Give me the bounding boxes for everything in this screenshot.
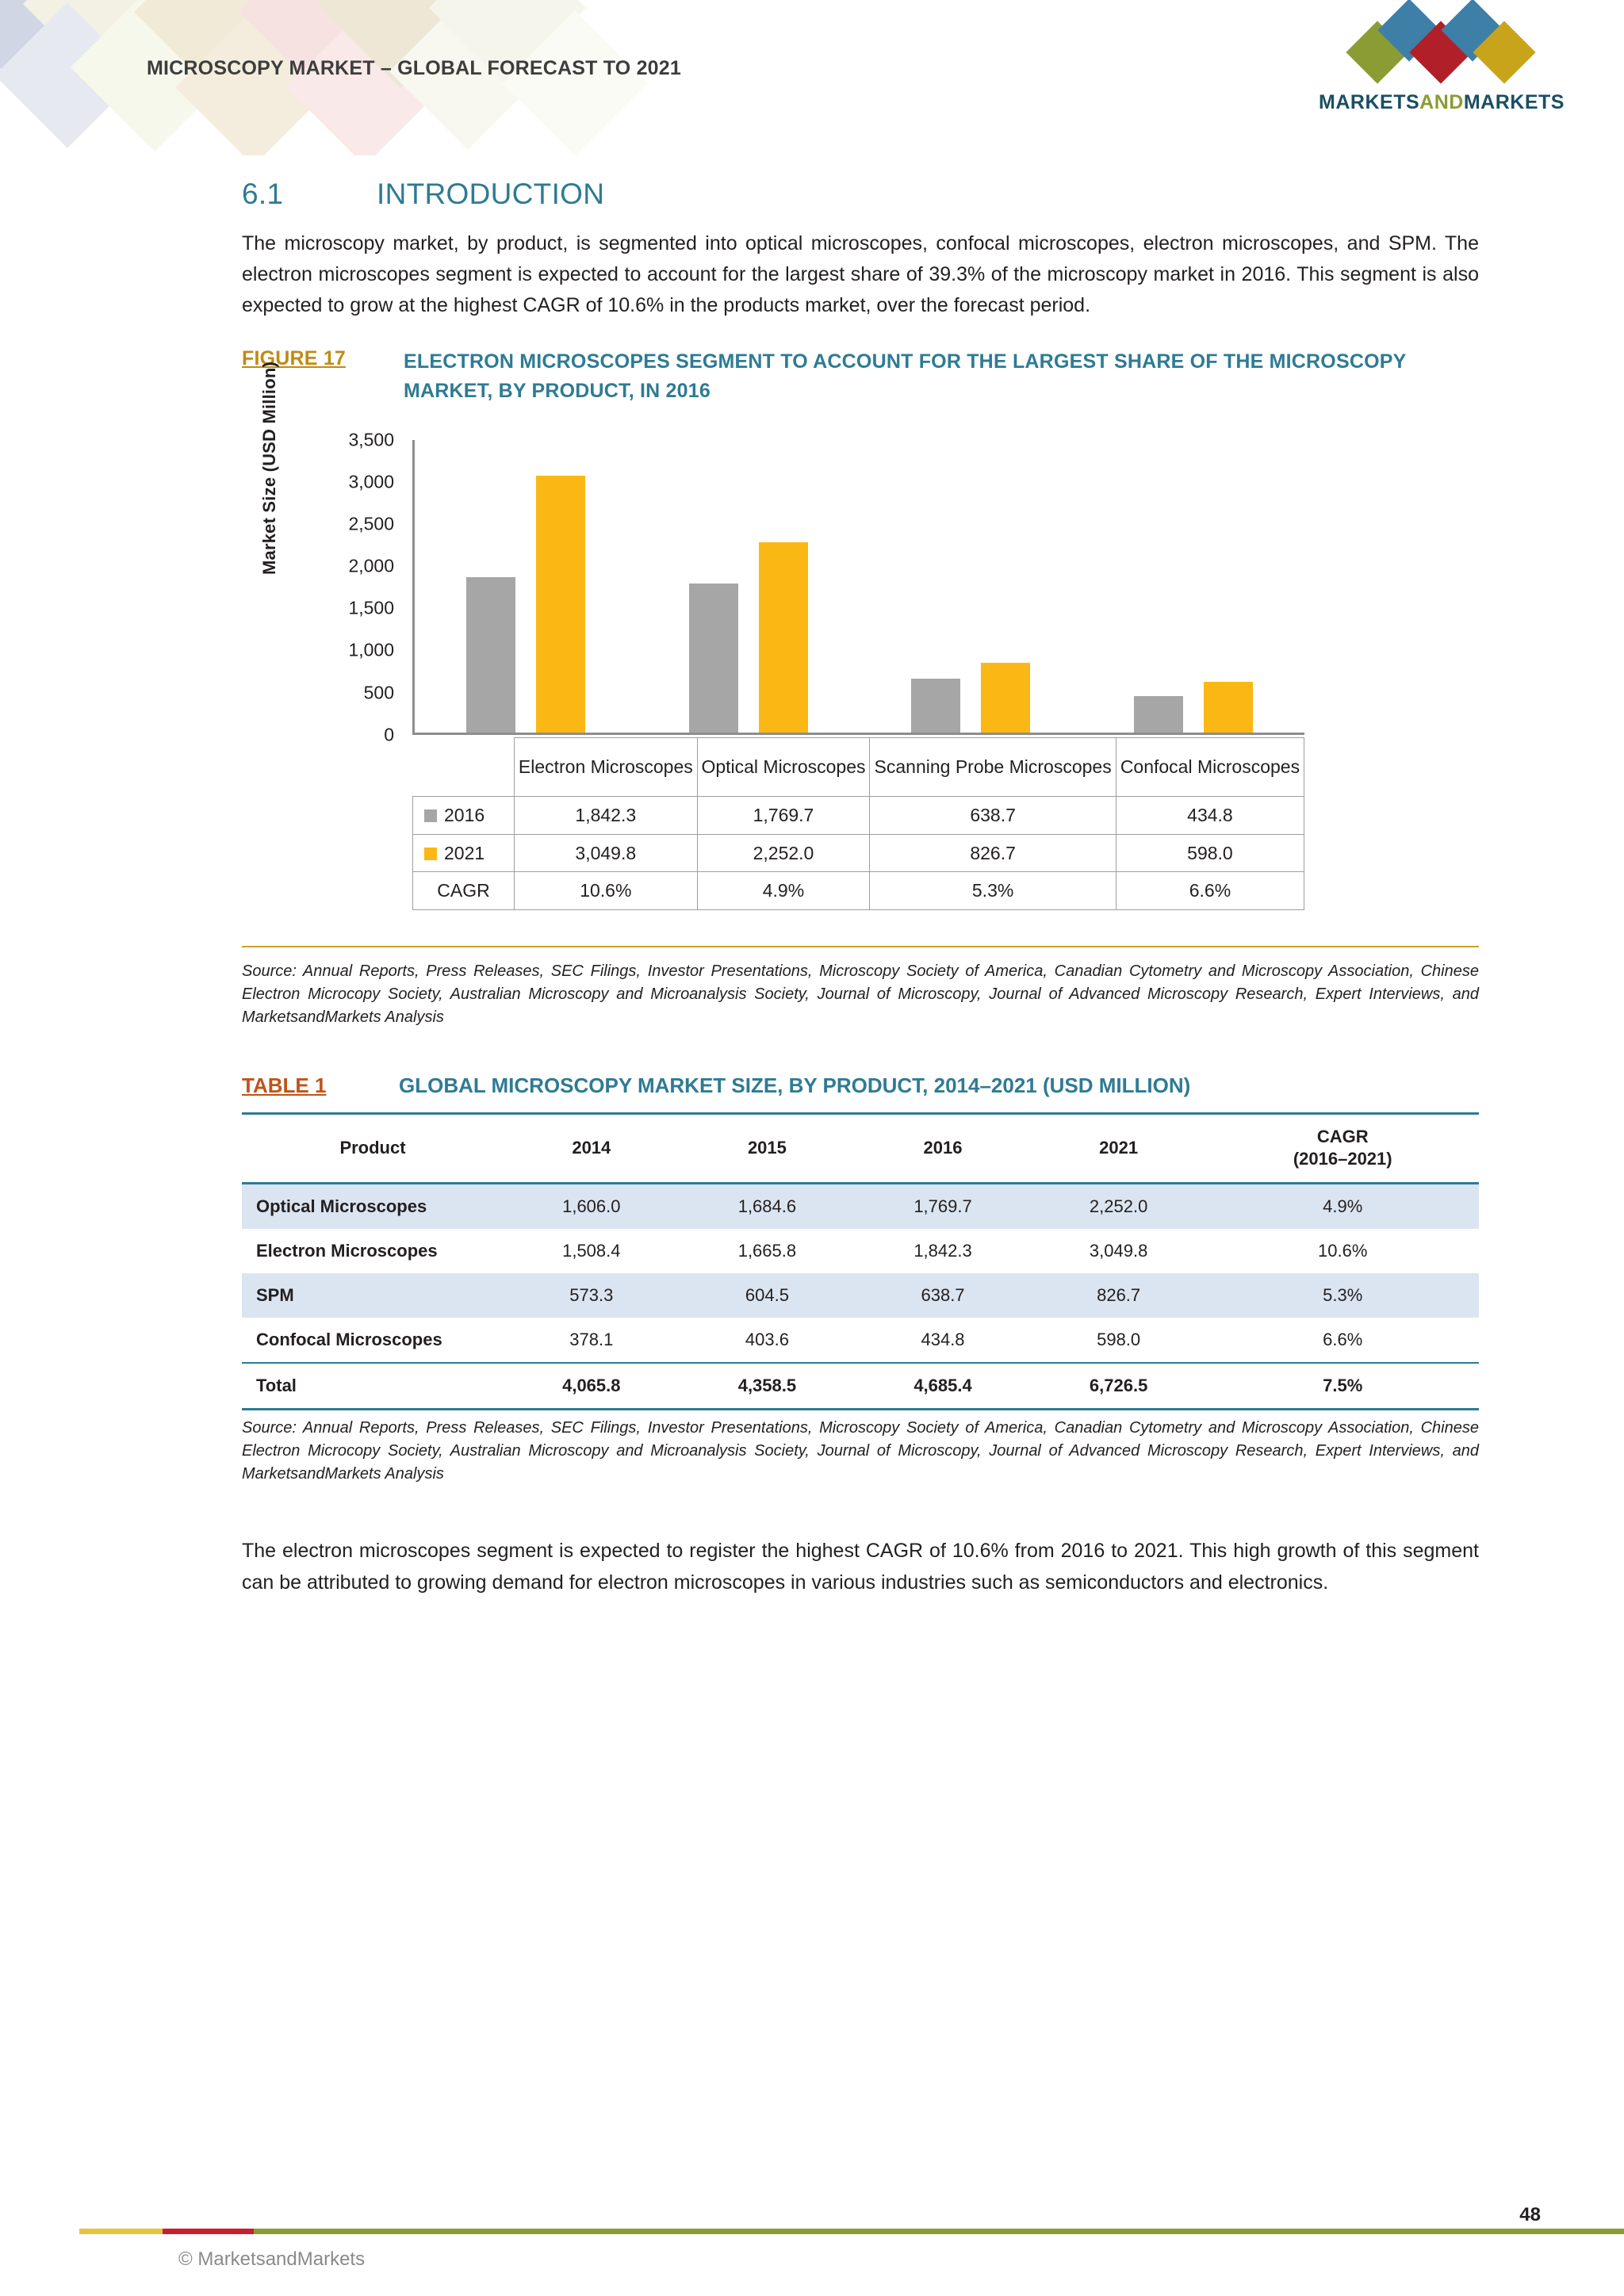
table-caption-text: GLOBAL MICROSCOPY MARKET SIZE, BY PRODUCT, 2014–2021 (USD MILLION) — [399, 1073, 1191, 1097]
legend-swatch-icon — [424, 848, 437, 860]
column-header-cagr — [1206, 1113, 1479, 1183]
legend-swatch-icon — [424, 809, 437, 822]
y-tick-2500: 2,500 — [348, 513, 394, 534]
y-tick-3500: 3,500 — [348, 429, 394, 450]
logo-wordmark — [1303, 91, 1580, 114]
chart-table-cagr-value: 5.3% — [870, 872, 1116, 910]
table-cell-value: 638.7 — [855, 1273, 1031, 1318]
chart-table-cagr-value: 4.9% — [697, 872, 870, 910]
table-cell-value: 434.8 — [921, 1329, 965, 1349]
table-cell-value: 1,684.6 — [680, 1183, 856, 1229]
table-cell-value: 4.9% — [1206, 1183, 1479, 1229]
chart-table-row-2021 — [413, 834, 1304, 872]
chart-table-category: Optical Microscopes — [697, 737, 870, 796]
figure-source-note: Source: Annual Reports, Press Releases, SEC Filings, Investor Presentations, Microscopy Society of America, Canadian Cytometry and Microscopy Association, Chinese Electron Microcopy Society, Australian Microscopy and Microanalysis Society, Journal of Microscopy, Journal of Advanced Microscopy Research, Expert Interviews, and MarketsandMarkets Analysis — [242, 962, 1479, 1026]
table-total-label: Total — [242, 1363, 504, 1410]
y-tick-0: 0 — [384, 724, 394, 745]
footer-copyright: © MarketsandMarkets — [178, 2248, 366, 2270]
table-cell-value: 3,049.8 — [1089, 1240, 1148, 1261]
figure-caption-text: ELECTRON MICROSCOPES SEGMENT TO ACCOUNT FOR THE LARGEST SHARE OF THE MICROSCOPY MARKET, BY PRODUCT, IN 2016 — [404, 350, 1407, 402]
chart-legend-2021 — [413, 834, 515, 872]
logo-text-mid: AND — [1419, 91, 1464, 113]
chart-table-cagr-value: 10.6% — [515, 872, 698, 910]
y-tick-3000: 3,000 — [348, 471, 394, 492]
y-tick-500: 500 — [363, 682, 394, 703]
bar-2016 — [466, 577, 515, 733]
chart-data-table — [412, 737, 1304, 910]
column-header-2021: 2021 — [1031, 1113, 1207, 1183]
chart-table-category: Confocal Microscopes — [1116, 737, 1304, 796]
figure-tag-label: FIGURE — [242, 347, 318, 370]
running-header-title: MICROSCOPY MARKET – GLOBAL FORECAST TO 2021 — [147, 57, 681, 79]
table-cell-value: 604.5 — [680, 1273, 856, 1318]
logo-text-left: MARKETS — [1319, 91, 1420, 113]
column-header-2014: 2014 — [504, 1113, 680, 1183]
intro-paragraph: The microscopy market, by product, is segmented into optical microscopes, confocal microscopes, electron microscopes, and SPM. The electron microscopes segment is expected to account for the largest share of 39.3% of the microscopy market in 2016. This segment is also expected to grow at the highest CAGR of 10.6% in the products market, over the forecast period. — [242, 232, 1479, 316]
table-cell-value: 378.1 — [569, 1329, 614, 1349]
page-body — [0, 178, 1624, 1598]
chart-table-value: 3,049.8 — [515, 834, 698, 872]
chart-table-value: 434.8 — [1116, 796, 1304, 834]
company-logo — [1303, 14, 1580, 125]
table-cell-value: 6.6% — [1323, 1329, 1363, 1349]
table-cell-value: 10.6% — [1318, 1240, 1368, 1261]
table-cell-value: 1,508.4 — [562, 1240, 621, 1261]
bar-group — [1082, 438, 1305, 733]
chart-table-value: 826.7 — [870, 834, 1116, 872]
chart-table-row-cagr — [413, 872, 1304, 910]
footer-color-bar — [0, 2229, 1624, 2234]
table-cell-value: 5.3% — [1206, 1273, 1479, 1318]
table-caption — [242, 1073, 1479, 1098]
table-total-value: 4,065.8 — [504, 1363, 680, 1410]
chart-table-corner-cell — [413, 737, 515, 796]
chart-table-cagr-label: CAGR — [413, 872, 515, 910]
table-header-row — [242, 1113, 1479, 1183]
column-header-cagr-line1: CAGR — [1316, 1126, 1369, 1146]
table-total-value: 7.5% — [1206, 1363, 1479, 1410]
chart-table-value: 638.7 — [870, 796, 1116, 834]
table-cell-value: 573.3 — [504, 1273, 680, 1318]
chart-y-axis-label: Market Size (USD Million) — [259, 361, 279, 575]
table-cell-product: Optical Microscopes — [242, 1183, 504, 1229]
y-tick-1500: 1,500 — [348, 597, 394, 618]
closing-paragraph: The electron microscopes segment is expected to register the highest CAGR of 10.6% from 2016 to 2021. This high growth of this segment can be attributed to growing demand for electron microscopes in various industries such as semiconductors and electronics. — [242, 1539, 1479, 1594]
content-column — [242, 178, 1479, 1598]
column-header-product: Product — [242, 1113, 504, 1183]
market-size-table — [242, 1112, 1479, 1410]
table-cell-value: 1,769.7 — [855, 1183, 1031, 1229]
chart-table-category: Scanning Probe Microscopes — [870, 737, 1116, 796]
table-tag-number: 1 — [314, 1073, 327, 1097]
legend-label: 2021 — [444, 842, 485, 863]
figure-tag-number: 17 — [323, 347, 347, 370]
page-footer — [0, 2177, 1624, 2296]
page-title — [242, 178, 1479, 211]
table-total-row — [242, 1363, 1479, 1410]
y-tick-1000: 1,000 — [348, 639, 394, 660]
chart-table-value: 1,842.3 — [515, 796, 698, 834]
bar-2016 — [911, 679, 960, 733]
table-row — [242, 1183, 1479, 1229]
table-row — [242, 1229, 1479, 1273]
legend-label: 2016 — [444, 804, 485, 825]
table-cell-value: 2,252.0 — [1031, 1183, 1207, 1229]
chart-table-cagr-value: 6.6% — [1116, 872, 1304, 910]
bar-2021 — [759, 542, 808, 732]
table-cell-value: 826.7 — [1031, 1273, 1207, 1318]
bar-group — [415, 438, 638, 733]
figure-caption — [242, 347, 1479, 405]
bar-group — [638, 438, 860, 733]
chart-bars — [415, 438, 1304, 733]
table-row — [242, 1273, 1479, 1318]
chart-table-category-row — [413, 737, 1304, 796]
section-title-text: INTRODUCTION — [377, 178, 605, 210]
column-header-cagr-line2: (2016–2021) — [1293, 1149, 1392, 1169]
bar-2021 — [1204, 682, 1253, 733]
chart-table-row-2016 — [413, 796, 1304, 834]
page-number: 48 — [1519, 2204, 1541, 2225]
chart-y-axis-ticks — [305, 429, 408, 745]
table-cell-value: 1,665.8 — [737, 1240, 797, 1261]
logo-text-right: MARKETS — [1463, 91, 1565, 113]
table-tag-label: TABLE — [242, 1073, 309, 1097]
figure-divider — [242, 946, 1479, 947]
table-cell-value: 1,842.3 — [914, 1240, 972, 1261]
chart-table-value: 1,769.7 — [697, 796, 870, 834]
logo-diamond-cluster — [1350, 14, 1533, 86]
bar-2016 — [689, 584, 738, 733]
chart-plot-area — [412, 440, 1304, 735]
table-cell-product: Confocal Microscopes — [256, 1329, 442, 1349]
table-cell-value: 1,606.0 — [504, 1183, 680, 1229]
column-header-2015: 2015 — [680, 1113, 856, 1183]
table-tag — [242, 1073, 377, 1098]
chart-table-value: 598.0 — [1116, 834, 1304, 872]
bar-2016 — [1134, 696, 1183, 733]
bar-2021 — [536, 476, 585, 733]
chart-legend-2016 — [413, 796, 515, 834]
chart-table-value: 2,252.0 — [697, 834, 870, 872]
table-cell-product: Electron Microscopes — [256, 1240, 438, 1261]
y-tick-2000: 2,000 — [348, 555, 394, 576]
table-row — [242, 1318, 1479, 1363]
chart-table-category: Electron Microscopes — [515, 737, 698, 796]
page-header — [0, 0, 1624, 155]
table-total-value: 6,726.5 — [1031, 1363, 1207, 1410]
section-number: 6.1 — [242, 178, 284, 210]
bar-group — [860, 438, 1082, 733]
table-total-value: 4,685.4 — [855, 1363, 1031, 1410]
table-total-value: 4,358.5 — [680, 1363, 856, 1410]
table-source-note: Source: Annual Reports, Press Releases, SEC Filings, Investor Presentations, Microscopy Society of America, Canadian Cytometry and Microscopy Association, Chinese Electron Microcopy Society, Australian Microscopy and Microanalysis Society, Journal of Microscopy, Journal of Advanced Microscopy Research, Expert Interviews, and MarketsandMarkets Analysis — [242, 1418, 1479, 1483]
table-cell-value: 598.0 — [1097, 1329, 1141, 1349]
column-header-2016: 2016 — [855, 1113, 1031, 1183]
table-cell-product: SPM — [242, 1273, 504, 1318]
table-cell-value: 403.6 — [745, 1329, 789, 1349]
bar-2021 — [981, 663, 1030, 733]
